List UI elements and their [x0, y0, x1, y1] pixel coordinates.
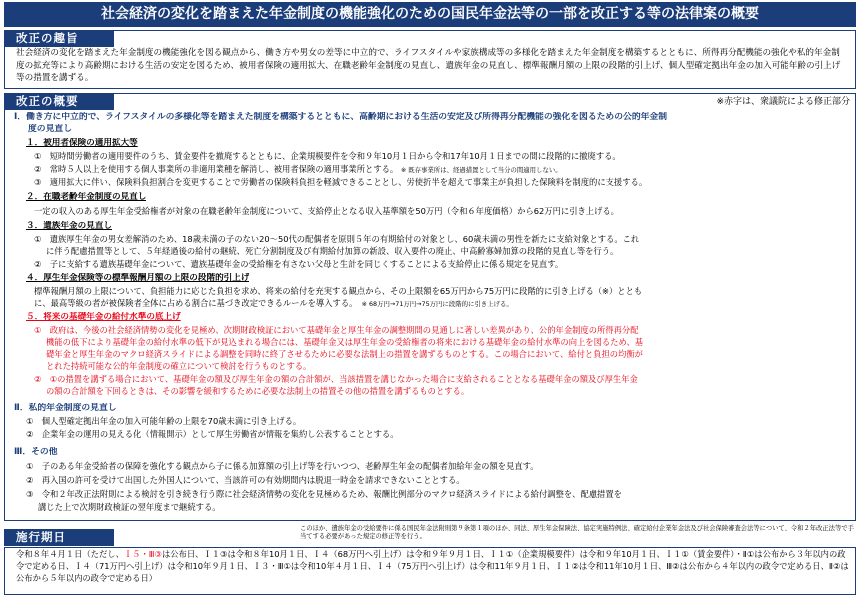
item-1-4-b-note: ※ 68万円→71万円→75万円に段階的に引き上げる。 [361, 300, 513, 308]
subsection-1-4: ４．厚生年金保険等の標準報酬月額の上限の段階的引上げ [26, 273, 250, 283]
item-1-4-b: に、最高等級の者が被保険者全体に占める割合に基づき改定できるルールを導入する。 ※ 68万円→71万円→75万円に段階的に引き上げる。 [34, 298, 513, 308]
subsection-1-1: １．被用者保険の適用拡大等 [26, 138, 138, 148]
section-3-heading: Ⅲ．その他 [14, 447, 58, 457]
item-1-3-b: ② 子に支給する遺族基礎年金について、遺族基礎年金の受給権を有さない父母と生計を同じくすることによる支給停止に係る規定を見直す。 [34, 259, 564, 269]
item-1-5-a3: 礎年金と厚生年金のマクロ経済スライドによる調整を同時に終了させるために必要な法制上の措置を講ずるものとする。この場合において、給付と負担の均衡が [46, 349, 643, 359]
item-1-5-a1: ① 政府は、今後の社会経済情勢の変化を見極め、次期財政検証において基礎年金と厚生年金の調整期間の見通しに著しい差異があり、公的年金制度の所得再分配 [34, 325, 639, 335]
section-1-heading-cont: 度の見直し [28, 124, 72, 134]
item-1-5-b1: ② ①の措置を講ずる場合において、基礎年金の額及び厚生年金の額の合計額が、当該措置を講じなかった場合に支給されることとなる基礎年金の額及び厚生年金 [34, 374, 638, 384]
summary-label: 改正の概要 [4, 93, 114, 110]
item-1-1-b-note: ※ 既存事業所は、経過措置として当分の間適用しない。 [400, 166, 562, 174]
item-1-2-a: 一定の収入のある厚生年金受給権者が対象の在職老齢年金制度について、支給停止となる収入基準額を50万円（令和６年度価格）から62万円に引き上げる。 [34, 206, 619, 216]
effective-label: 施行期日 [4, 529, 114, 546]
item-1-1-c: ③ 適用拡大に伴い、保険料負担割合を変更することで労働者の保険料負担を軽減できることとし、労使折半を超えて事業主が負担した保険料を制度的に支援する。 [34, 177, 648, 187]
item-1-3-a: ① 遺族厚生年金の男女差解消のため、18歳未満の子のない20～50代の配偶者を原則５年の有期給付の対象とし、60歳未満の男性を新たに支給対象とする。これ [34, 234, 640, 244]
purpose-label: 改正の趣旨 [4, 30, 114, 47]
section-1-heading: Ⅰ．働き方に中立的で、ライフスタイルの多様化等を踏まえた制度を構築するとともに、高齢期における生活の安定及び所得再分配機能の強化を図るための公的年金制 [14, 112, 668, 122]
page-title: 社会経済の変化を踏まえた年金制度の機能強化のための国民年金法等の一部を改正する等の法律案の概要 [4, 2, 856, 27]
item-1-5-b2: の額の合計額を下回るときは、その影響を緩和するために必要な法制上の措置その他の措置を講ずるものとする。 [46, 386, 470, 396]
item-1-3-a-cont: に伴う配慮措置等として、５年経過後の給付の継続、死亡分割制度及び有期給付加算の新設、収入要件の廃止、中高齢寡婦加算の段階的見直し等を行う。 [46, 246, 619, 256]
item-2-a: ① 個人型確定拠出年金の加入可能年齢の上限を70歳未満に引き上げる。 [26, 416, 302, 426]
effective-red-part: Ｉ５・Ⅲ③ [123, 549, 162, 559]
item-1-5-a4: とれた持続可能な公的年金制度の確立について検討を行うものとする。 [46, 361, 312, 371]
item-3-b: ② 再入国の許可を受けて出国した外国人について、当該許可の有効期間内は脱退一時金を請求できないこととする。 [26, 475, 465, 485]
item-1-5-a2: 機能の低下により基礎年金の給付水準の低下が見込まれる場合には、基礎年金又は厚生年金の受給権者の将来における基礎年金の給付水準の向上を図るため、基 [46, 337, 644, 347]
item-1-1-a: ① 短時間労働者の適用要件のうち、賃金要件を撤廃するとともに、企業規模要件を令和９年10月１日から令和17年10月１日までの間に段階的に撤廃する。 [34, 151, 621, 161]
amendment-note: ※赤字は、衆議院による修正部分 [716, 97, 850, 107]
item-2-b: ② 企業年金の運用の見える化（情報開示）として厚生労働省が情報を集約し公表することとする。 [26, 429, 399, 439]
subsection-1-5: ５．将来の基礎年金の給付水準の底上げ [26, 312, 181, 322]
item-3-c: ③ 令和２年改正法附則による検討を引き続き行う際に社会経済情勢の変化を見極めるため、報酬比例部分のマクロ経済スライドによる給付調整を、配慮措置を [26, 489, 622, 499]
item-3-a: ① 子のある年金受給者の保障を強化する観点から子に係る加算額の引上げ等を行いつつ、老齢厚生年金の配偶者加給年金の額を見直す。 [26, 461, 539, 471]
item-1-1-b: ② 常時５人以上を使用する個人事業所の非適用業種を解消し、被用者保険の適用事業所とする。 ※ 既存事業所は、経過措置として当分の間適用しない。 [34, 164, 562, 174]
effective-note: このほか、遺族年金の受給要件に係る国民年金法附則第９条第１項のほか、同法、厚生年金保険法、協定実施特例法、確定給付企業年金法及び社会保険審査会法等について、令和２年改正法等で手当てする必要があった規定の修正等を行う。 [300, 525, 854, 541]
effective-date-text: 令和８年４月１日（ただし、Ｉ５・Ⅲ③は公布日、Ｉ１③は令和８年10月１日、Ｉ４（68万円へ引上げ）は令和９年９月１日、Ｉ１①（企業規模要件）は令和９年10月１日、Ｉ１①（賃金要件）・Ⅱ①は公布から３年以内の政令で定める日、Ｉ４（71万円へ引上げ）は令和10年９月１日、Ｉ３・Ⅲ①は令和10年４月１日、Ｉ４（75万円へ引上げ）は令和11年９月１日、Ｉ１②は令和11年10月１日、Ⅲ②は公布から４年以内の政令で定める日、Ⅱ②は公布から５年以内の政令で定める日） [16, 549, 849, 583]
subsection-1-2: ２．在職老齢年金制度の見直し [26, 192, 147, 202]
section-2-heading: Ⅱ．私的年金制度の見直し [14, 403, 117, 413]
purpose-text: 社会経済の変化を踏まえた年金制度の機能強化を図る観点から、働き方や男女の差等に中立的で、ライフスタイルや家族構成等の多様化を踏まえた年金制度を構築するとともに、所得再分配機能の強化や私的年金制度の拡充等により高齢期における生活の安定を図るため、被用者保険の適用拡大、在職老齢年金制度の見直し、遺族年金の見直し、標準報酬月額の上限の段階的引上げ、個人型確定拠出年金の加入可能年齢の引上げ等の措置を講ずる。 [16, 48, 841, 83]
item-1-4-a: 標準報酬月額の上限について、負担能力に応じた負担を求め、将来の給付を充実する観点から、その上限額を65万円から75万円に段階的に引き上げる（※）ととも [34, 286, 643, 296]
subsection-1-3: ３．遺族年金の見直し [26, 221, 112, 231]
item-3-c-cont: 講じた上で次期財政検証の翌年度まで継続する。 [38, 502, 221, 512]
